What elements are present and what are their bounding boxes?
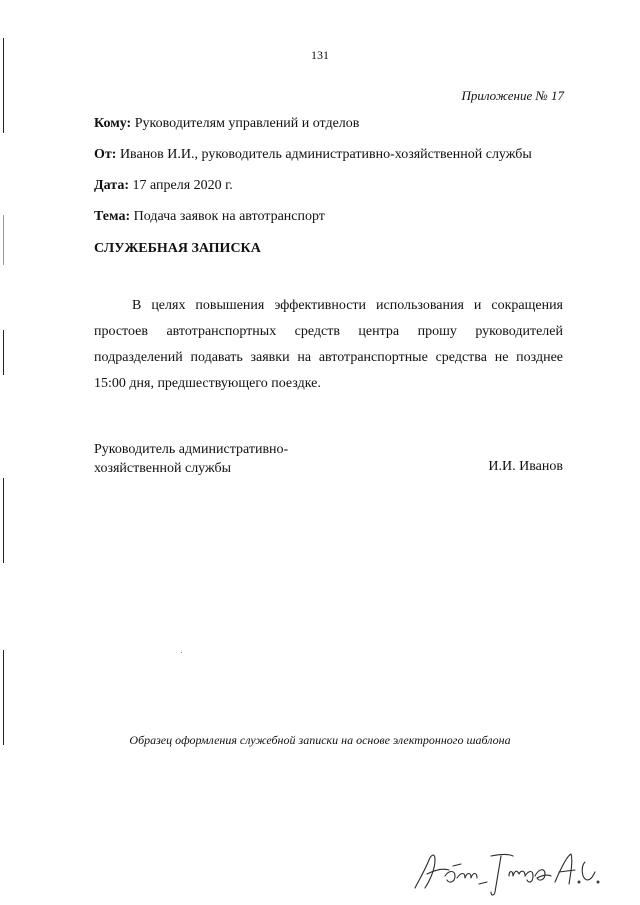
margin-mark [3, 650, 4, 745]
scan-speck [181, 652, 182, 653]
signature-position [94, 440, 288, 478]
field-subject-value: Подача заявок на автотранспорт [133, 209, 325, 224]
document-title: СЛУЖЕБНАЯ ЗАПИСКА [94, 241, 261, 256]
field-date-value: 17 апреля 2020 г. [132, 178, 233, 193]
signature-name: И.И. Иванов [488, 459, 563, 474]
field-to-label: Кому: [94, 116, 132, 131]
body-paragraph: В целях повышения эффективности использования и сокращения простоев автотранспортных средств центра прошу руководителей подразделений подавать заявки на автотранспортные средства не позднее 15:00 дня, предшествующего поездке. [94, 298, 563, 391]
margin-mark [3, 215, 4, 265]
handwritten-certification [405, 840, 605, 900]
field-subject-label: Тема: [94, 209, 131, 224]
margin-mark [3, 478, 4, 563]
field-date-label: Дата: [94, 178, 129, 193]
margin-mark [3, 330, 4, 375]
field-subject [94, 209, 325, 225]
field-from-label: От: [94, 147, 117, 162]
page-number: 131 [311, 48, 329, 62]
field-date [94, 178, 233, 194]
appendix-label: Приложение № 17 [461, 88, 564, 103]
field-to-value: Руководителям управлений и отделов [134, 116, 360, 131]
field-to [94, 116, 359, 132]
field-from [94, 147, 532, 163]
signature-position-line: хозяйственной службы [94, 461, 232, 476]
sample-caption: Образец оформления служебной записки на основе электронного шаблона [129, 733, 511, 747]
field-from-value: Иванов И.И., руководитель административно-хозяйственной службы [119, 147, 532, 162]
signature-position-line: Руководитель административно- [94, 442, 289, 457]
